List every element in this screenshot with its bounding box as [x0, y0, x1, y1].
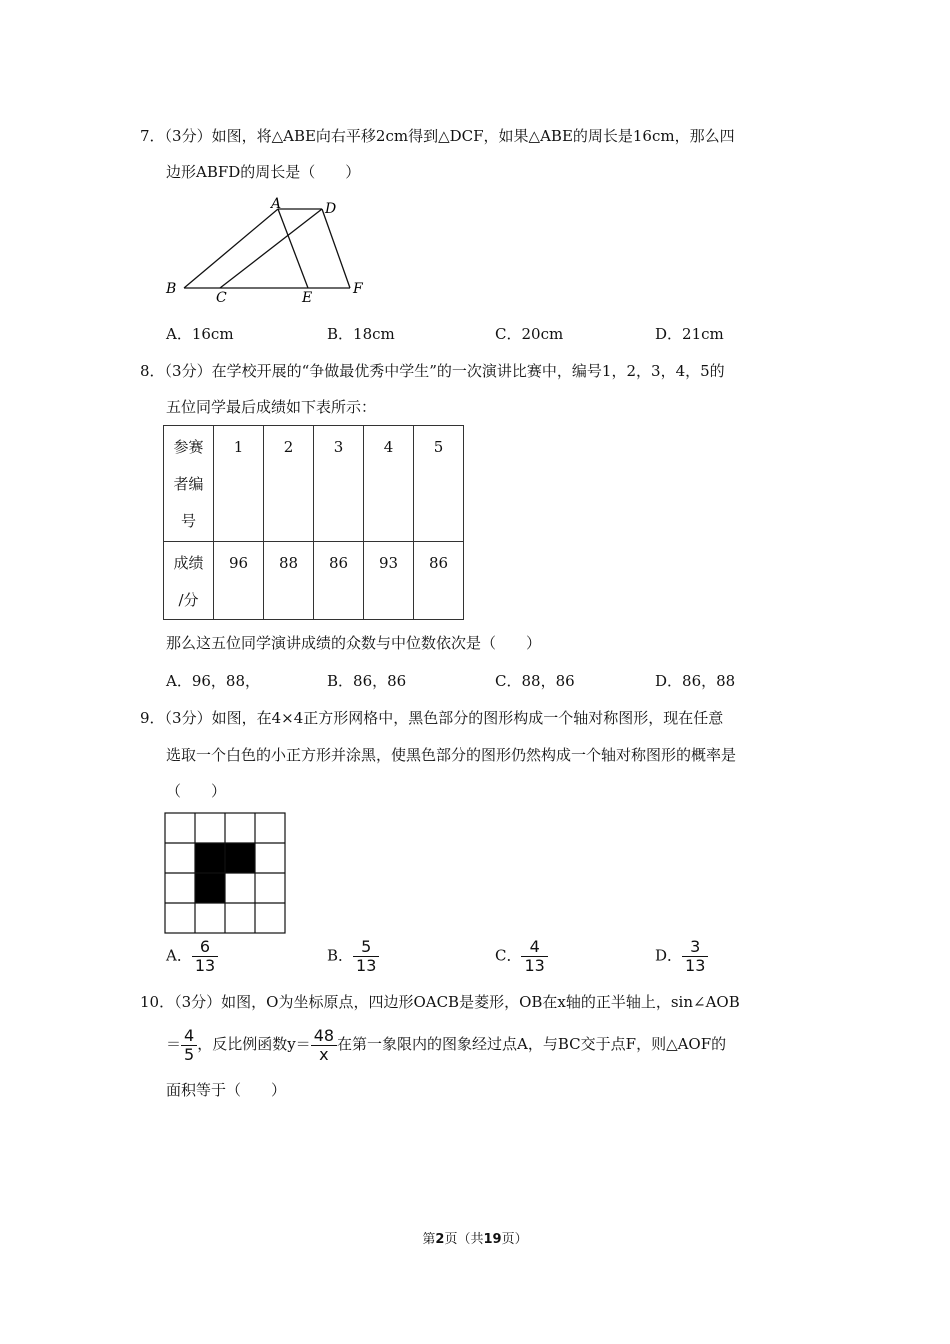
q9-text-line2: 选取一个白色的小正方形并涂黑，使黑色部分的图形仍然构成一个轴对称图形的概率是 [166, 746, 737, 764]
q7-label-c: C [216, 290, 227, 304]
q7-text-line2: 边形ABFD的周长是（ ） [166, 163, 361, 181]
q9-line1 [140, 708, 723, 728]
table-score-cell: 93 [364, 542, 414, 620]
q10-score: （3分） [174, 993, 222, 1011]
table-score-cell: 96 [214, 542, 264, 620]
q7-number: 7． [140, 127, 165, 145]
table-score-cell: 86 [414, 542, 464, 620]
q9-option-c[interactable]: C． $\frac{4}{13}$ [495, 938, 548, 975]
q8-score: （3分） [164, 362, 212, 380]
q7-label-d: D [325, 201, 337, 217]
page-footer: 第2页（共19页） [422, 1232, 528, 1247]
table-head-label: 参赛 者编 号 [164, 426, 214, 542]
q10-line1 [140, 992, 740, 1012]
q7-option-a[interactable]: A．16cm [166, 325, 234, 343]
q7-option-b[interactable]: B．18cm [327, 325, 395, 343]
q7-score: （3分） [164, 127, 212, 145]
q10-text-line2: ＝ $\frac{4}{5}$ ，反比例函数y＝ $\frac{48}{x}$ 在第一象限内的图象经过点A，与BC交于点F，则△AOF的 [166, 1025, 727, 1064]
q9-option-a[interactable]: A． $\frac{6}{13}$ [166, 938, 218, 975]
q9-option-b[interactable]: B． $\frac{5}{13}$ [327, 938, 379, 975]
q8-line1 [140, 361, 725, 381]
q8-score-table [163, 425, 464, 620]
q7-segment-df [322, 209, 350, 288]
q7-figure [160, 192, 375, 304]
q10-text-line1: 如图，O为坐标原点，四边形OACB是菱形，OB在x轴的正半轴上，sin∠AOB [221, 993, 740, 1011]
q9-number: 9． [140, 709, 165, 727]
table-id-cell: 5 [414, 426, 464, 542]
q8-question: 那么这五位同学演讲成绩的众数与中位数依次是（ ） [166, 634, 542, 652]
q9-black-bottom [195, 873, 225, 903]
q7-text-line1: 如图，将△ABE向右平移2cm得到△DCF，如果△ABE的周长是16cm，那么四 [211, 127, 735, 145]
table-score-cell: 86 [314, 542, 364, 620]
q7-label-a: A [271, 196, 282, 212]
q9-text-line3: （ ） [166, 782, 227, 800]
function-fraction: $\frac{48}{x}$ [311, 1027, 337, 1064]
q9-grid-figure [164, 812, 288, 934]
q9-option-d[interactable]: D． $\frac{3}{13}$ [655, 938, 708, 975]
q7-segment-cd [220, 209, 322, 288]
table-row [164, 542, 464, 620]
q8-option-d[interactable]: D．86，88 [655, 672, 736, 690]
q9-score: （3分） [164, 709, 212, 727]
q8-option-b[interactable]: B．86，86 [327, 672, 407, 690]
q10-number: 10． [140, 993, 175, 1011]
q8-number: 8． [140, 362, 165, 380]
sin-fraction: $\frac{4}{5}$ [181, 1027, 197, 1064]
q7-segment-ae [278, 209, 308, 288]
q7-label-e: E [302, 290, 313, 304]
table-id-cell: 2 [264, 426, 314, 542]
q7-segment-ba [184, 209, 278, 288]
table-id-cell: 1 [214, 426, 264, 542]
table-score-label: 成绩 /分 [164, 542, 214, 620]
q8-option-a[interactable]: A．96，88， [166, 672, 261, 690]
table-score-cell: 88 [264, 542, 314, 620]
q7-option-c[interactable]: C．20cm [495, 325, 564, 343]
table-id-cell: 3 [314, 426, 364, 542]
q7-line1 [140, 126, 735, 146]
q9-grid-lines [165, 813, 285, 933]
total-pages: 19 [483, 1232, 502, 1247]
q9-text-line1: 如图，在4×4正方形网格中，黑色部分的图形构成一个轴对称图形，现在任意 [211, 709, 724, 727]
q10-text-line3: 面积等于（ ） [166, 1081, 287, 1099]
q8-text-line1: 在学校开展的“争做最优秀中学生”的一次演讲比赛中，编号1，2，3，4，5的 [211, 362, 725, 380]
table-id-cell: 4 [364, 426, 414, 542]
q7-label-f: F [353, 281, 363, 297]
current-page: 2 [435, 1232, 445, 1247]
q8-text-line2: 五位同学最后成绩如下表所示： [166, 398, 377, 416]
q7-option-d[interactable]: D．21cm [655, 325, 724, 343]
q8-option-c[interactable]: C．88，86 [495, 672, 575, 690]
q7-label-b: B [166, 281, 177, 297]
table-row [164, 426, 464, 542]
